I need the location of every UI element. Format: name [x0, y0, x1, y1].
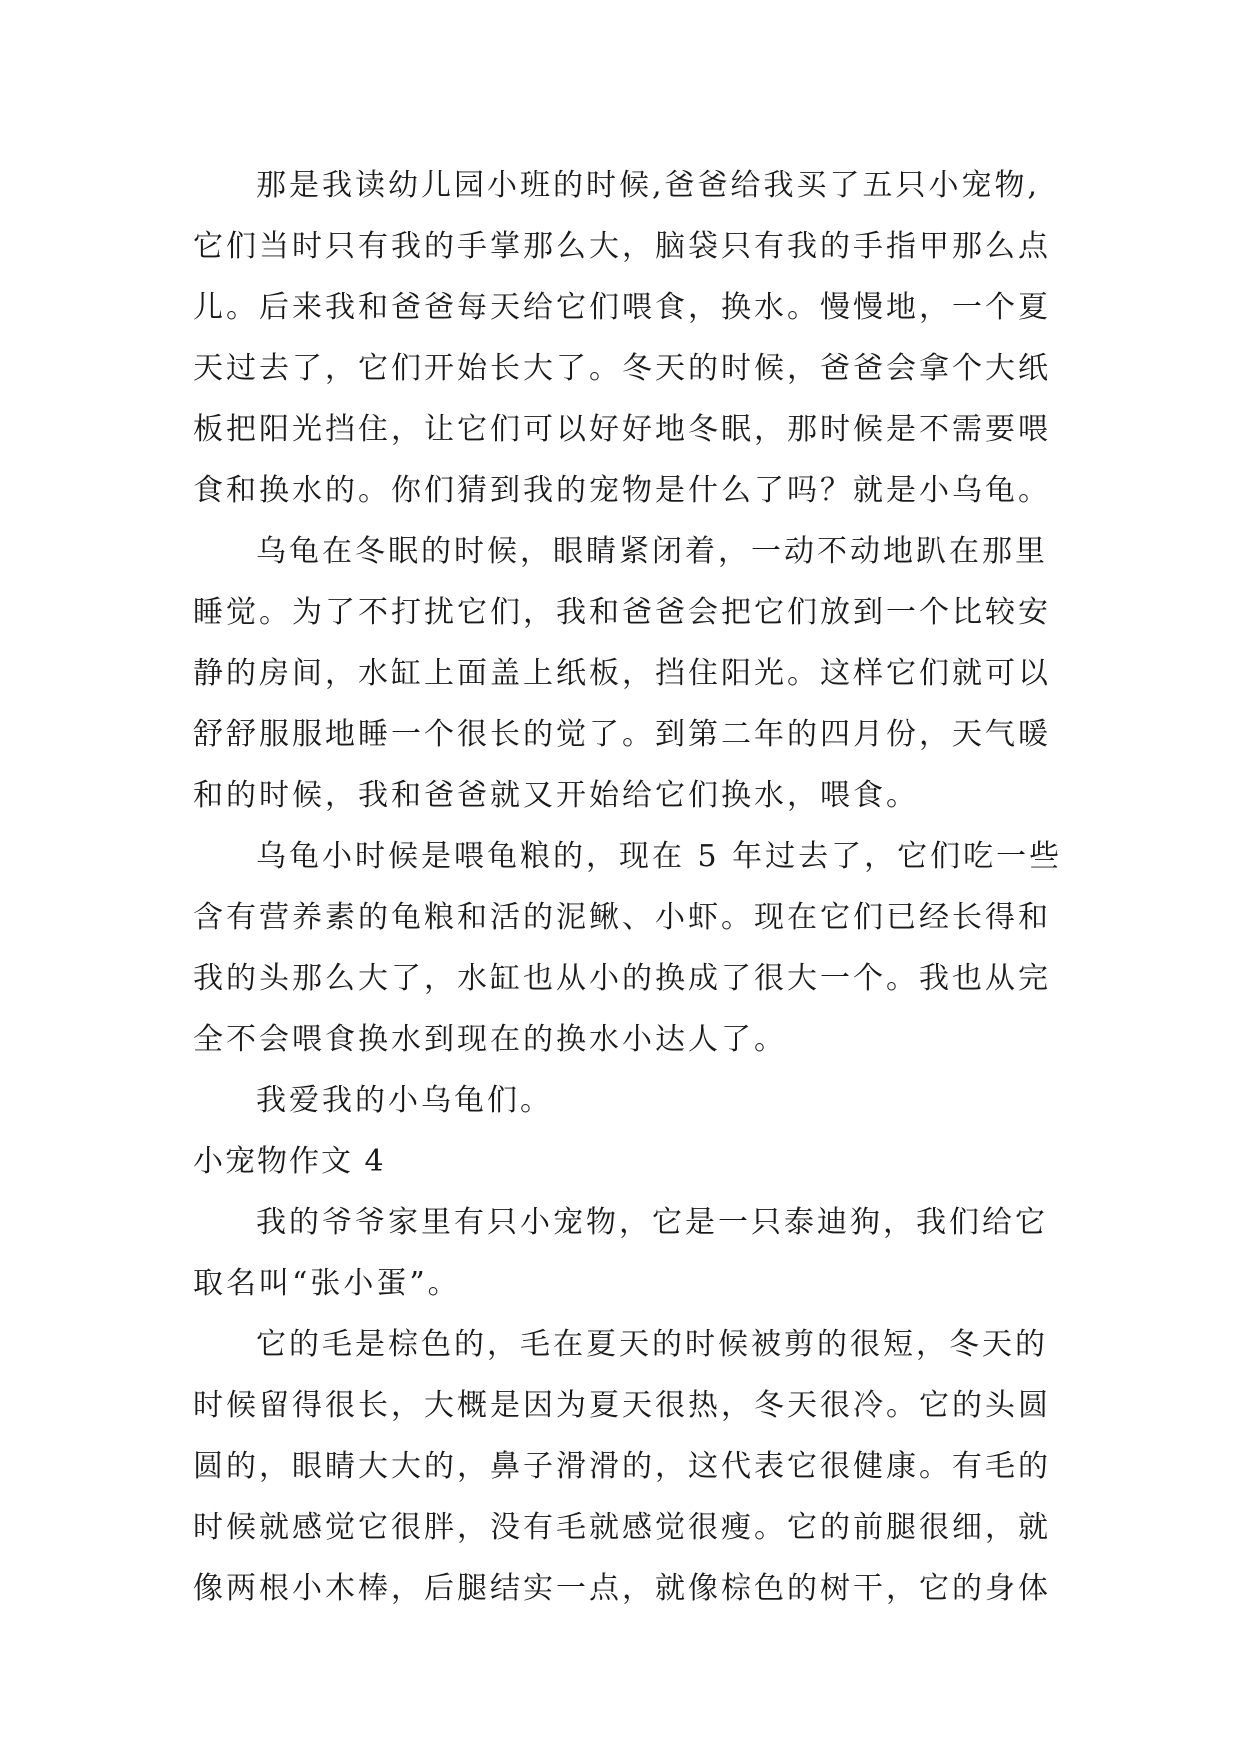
text-line: 那是我读幼儿园小班的时候,爸爸给我买了五只小宠物,	[256, 168, 1041, 203]
text-line: 时候就感觉它很胖，没有毛就感觉很瘦。它的前腿很细，就	[193, 1510, 1051, 1545]
text-line: 时候留得很长，大概是因为夏天很热，冬天很冷。它的头圆	[193, 1388, 1051, 1423]
text-line: 我爱我的小乌龟们。	[256, 1083, 553, 1118]
essay-body	[193, 155, 1063, 1619]
text-line: 睡觉。为了不打扰它们，我和爸爸会把它们放到一个比较安	[193, 595, 1051, 630]
text-line: 它的毛是棕色的，毛在夏天的时候被剪的很短，冬天的	[256, 1327, 1048, 1362]
text-line: 乌龟在冬眠的时候，眼睛紧闭着，一动不动地趴在那里	[256, 534, 1048, 569]
text-line: 像两根小木棒，后腿结实一点，就像棕色的树干，它的身体	[193, 1571, 1051, 1606]
text-line: 和的时候，我和爸爸就又开始给它们换水，喂食。	[193, 778, 919, 813]
text-line: 取名叫“张小蛋”。	[193, 1266, 461, 1301]
text-line: 它们当时只有我的手掌那么大，脑袋只有我的手指甲那么点	[193, 229, 1051, 264]
text-line: 板把阳光挡住，让它们可以好好地冬眠，那时候是不需要喂	[193, 412, 1051, 447]
text-line: 静的房间，水缸上面盖上纸板，挡住阳光。这样它们就可以	[193, 656, 1051, 691]
text-line: 食和换水的。你们猜到我的宠物是什么了吗？就是小乌龟。	[193, 473, 1051, 508]
text-line: 圆的，眼睛大大的，鼻子滑滑的，这代表它很健康。有毛的	[193, 1449, 1051, 1484]
text-line: 全不会喂食换水到现在的换水小达人了。	[193, 1022, 787, 1057]
text-line: 舒舒服服地睡一个很长的觉了。到第二年的四月份，天气暖	[193, 717, 1051, 752]
text-line: 乌龟小时候是喂龟粮的，现在 5 年过去了，它们吃一些	[256, 839, 1063, 874]
text-line: 我的爷爷家里有只小宠物，它是一只泰迪狗，我们给它	[256, 1205, 1048, 1240]
text-line: 含有营养素的龟粮和活的泥鳅、小虾。现在它们已经长得和	[193, 900, 1051, 935]
text-line: 天过去了，它们开始长大了。冬天的时候，爸爸会拿个大纸	[193, 351, 1051, 386]
section-heading: 小宠物作文 4	[193, 1144, 386, 1179]
text-line: 我的头那么大了，水缸也从小的换成了很大一个。我也从完	[193, 961, 1051, 996]
text-line: 儿。后来我和爸爸每天给它们喂食，换水。慢慢地，一个夏	[193, 290, 1051, 325]
